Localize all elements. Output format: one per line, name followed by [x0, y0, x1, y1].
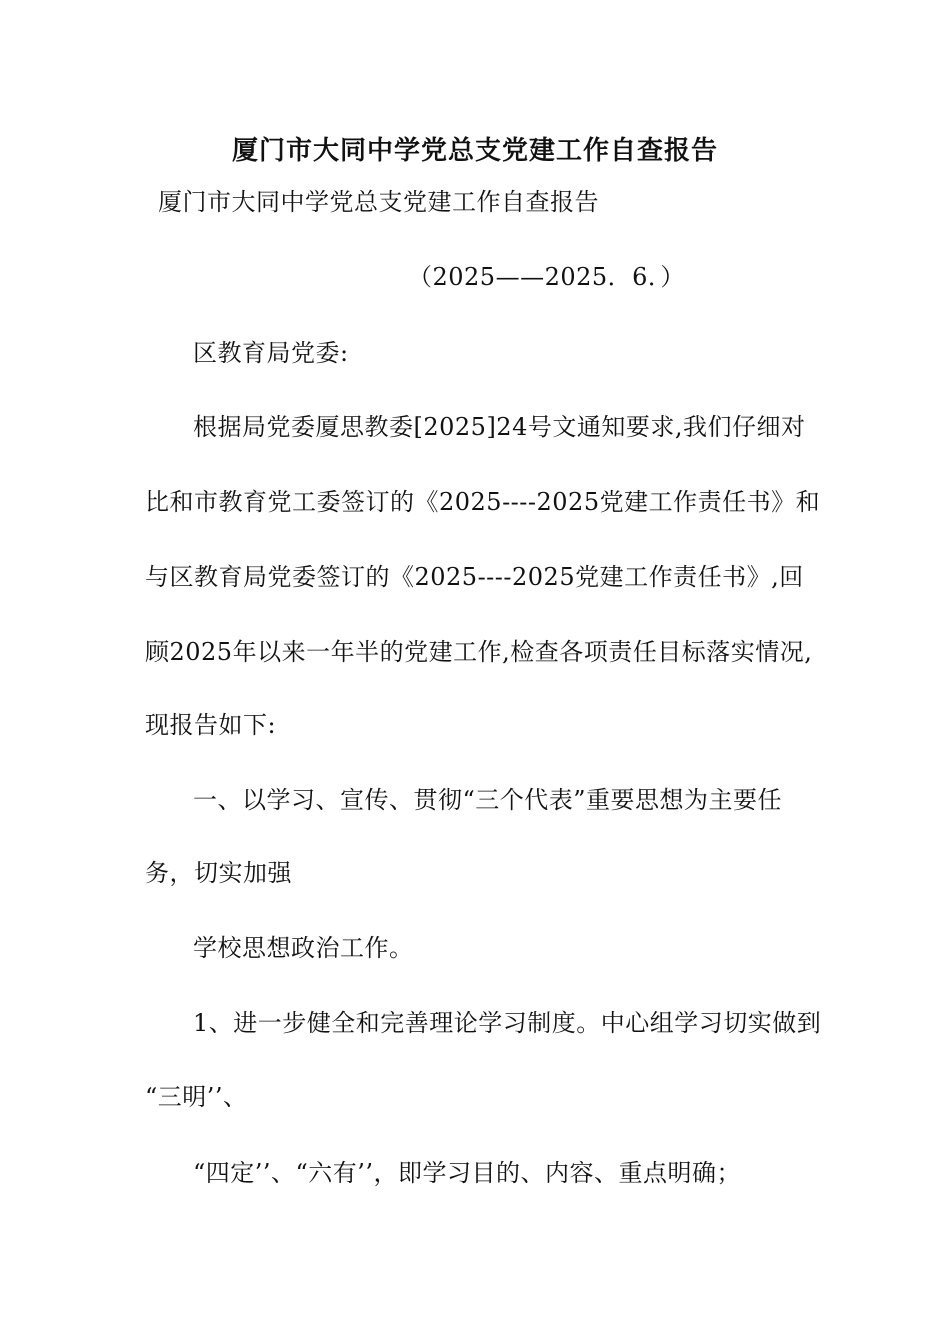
body-line: “三明’’、	[145, 1083, 248, 1111]
body-line: 现报告如下:	[145, 711, 277, 739]
body-line: 学校思想政治工作。	[193, 934, 414, 962]
body-line: 务，切实加强	[145, 859, 292, 887]
report-period: （2025——2025．6．）	[408, 263, 685, 291]
body-line: “四定’’、“六有’’，即学习目的、内容、重点明确；	[193, 1159, 742, 1187]
body-line: 与区教育局党委签订的《2025----2025党建工作责任书》,回	[145, 563, 804, 591]
salutation: 区教育局党委:	[193, 339, 349, 367]
document-title: 厦门市大同中学党总支党建工作自查报告	[231, 136, 718, 166]
body-line: 顾2025年以来一年半的党建工作,检查各项责任目标落实情况,	[145, 638, 813, 666]
body-line: 1、进一步健全和完善理论学习制度。中心组学习切实做到	[193, 1009, 822, 1037]
document-subtitle: 厦门市大同中学党总支党建工作自查报告	[158, 188, 599, 216]
body-line: 根据局党委厦思教委[2025]24号文通知要求,我们仔细对	[193, 413, 806, 441]
section-heading: 一、以学习、宣传、贯彻“三个代表”重要思想为主要任	[193, 786, 783, 814]
body-line: 比和市教育党工委签订的《2025----2025党建工作责任书》和	[145, 488, 821, 516]
